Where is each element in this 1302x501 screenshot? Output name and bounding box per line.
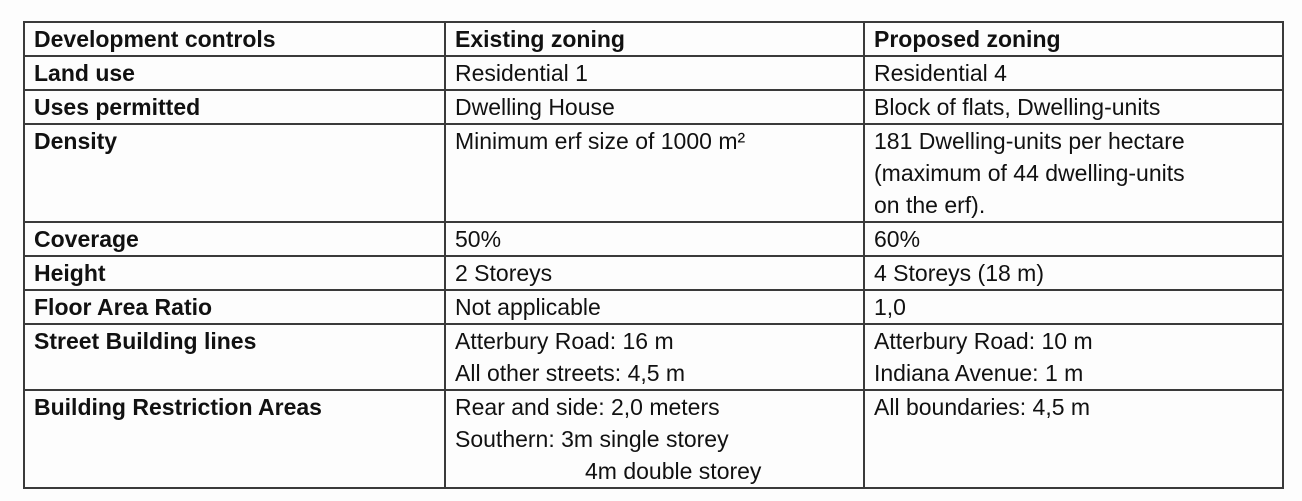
existing-value: Residential 1 [455,60,588,86]
zoning-comparison-table [23,21,1284,489]
existing-value: Minimum erf size of 1000 m² [455,128,746,154]
existing-cell [445,256,864,290]
proposed-cell [864,90,1283,124]
existing-value: Not applicable [455,294,601,320]
header-proposed-zoning: Proposed zoning [864,22,1283,56]
row-label-floor-area-ratio: Floor Area Ratio [24,290,445,324]
proposed-value: Residential 4 [874,60,1007,86]
table-row [24,256,1283,290]
existing-value-line-2: Southern: 3m single storey [455,426,729,452]
proposed-cell [864,256,1283,290]
table-row [24,56,1283,90]
row-label-coverage: Coverage [24,222,445,256]
existing-value-line-1: Atterbury Road: 16 m [455,328,674,354]
proposed-value-line-1: 181 Dwelling-units per hectare [874,128,1185,154]
proposed-cell [864,56,1283,90]
row-label-building-restriction-areas: Building Restriction Areas [24,390,445,488]
existing-value: 2 Storeys [455,260,553,286]
table-header-row [24,22,1283,56]
proposed-value: Block of flats, Dwelling-units [874,94,1161,120]
proposed-cell [864,290,1283,324]
proposed-value: 60% [874,226,921,252]
table-row [24,222,1283,256]
table-row [24,390,1283,488]
proposed-cell [864,324,1283,390]
table-row [24,90,1283,124]
proposed-value-line-2: Indiana Avenue: 1 m [874,360,1084,386]
existing-value-line-1: Rear and side: 2,0 meters [455,394,720,420]
existing-cell [445,324,864,390]
proposed-cell [864,222,1283,256]
proposed-value-line-2: (maximum of 44 dwelling-units [874,160,1185,186]
existing-cell [445,222,864,256]
existing-cell [445,124,864,222]
existing-cell [445,56,864,90]
existing-value-line-2: All other streets: 4,5 m [455,360,686,386]
existing-cell [445,390,864,488]
proposed-value-line-3: on the erf). [874,192,986,218]
proposed-cell [864,124,1283,222]
proposed-value-line-1: Atterbury Road: 10 m [874,328,1093,354]
header-existing-zoning: Existing zoning [445,22,864,56]
table-row [24,290,1283,324]
table-row [24,124,1283,222]
header-development-controls: Development controls [24,22,445,56]
existing-value: 50% [455,226,502,252]
proposed-cell [864,390,1283,488]
table-row [24,324,1283,390]
proposed-value: 1,0 [874,294,906,320]
row-label-street-building-lines: Street Building lines [24,324,445,390]
row-label-density: Density [24,124,445,222]
proposed-value: 4 Storeys (18 m) [874,260,1044,286]
proposed-value: All boundaries: 4,5 m [874,394,1091,420]
row-label-uses-permitted: Uses permitted [24,90,445,124]
existing-cell [445,90,864,124]
existing-value: Dwelling House [455,94,615,120]
existing-value-line-3: 4m double storey [585,458,762,484]
row-label-height: Height [24,256,445,290]
row-label-land-use: Land use [24,56,445,90]
existing-cell [445,290,864,324]
